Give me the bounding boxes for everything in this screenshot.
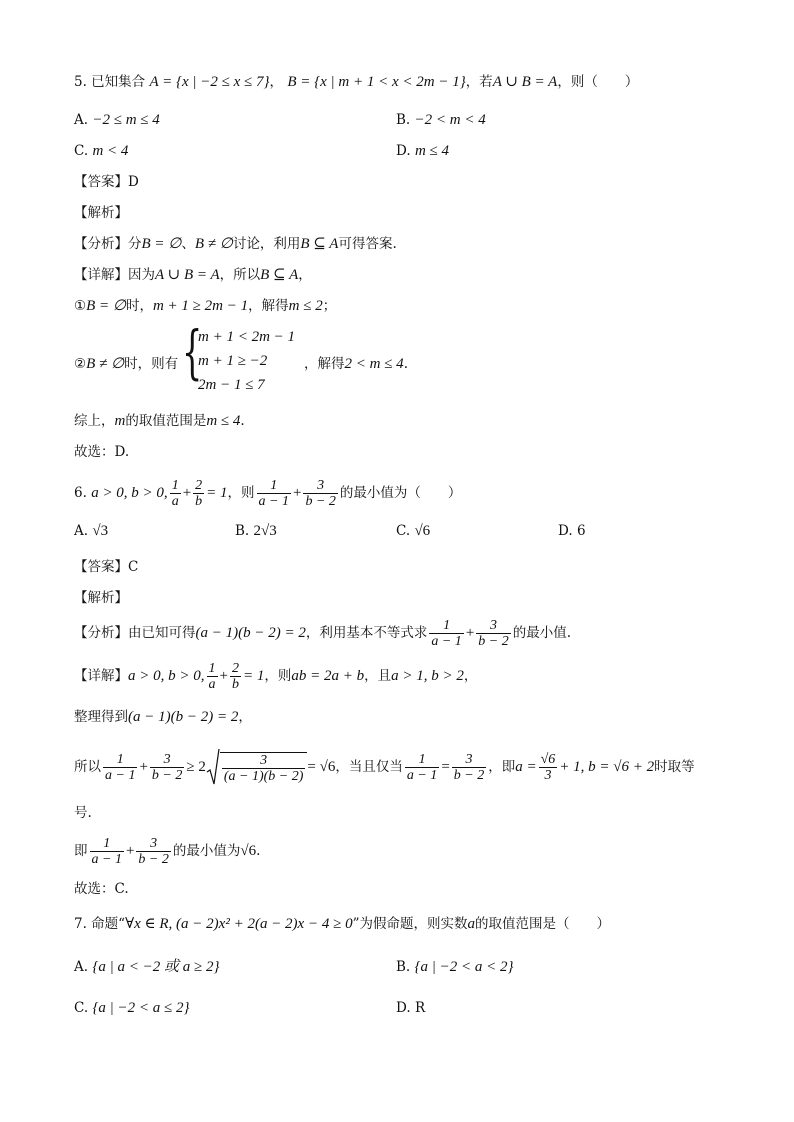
system-row-3: 2m − 1 ≤ 7	[198, 377, 265, 393]
q7-option-a: A. {a | a < −2 或 a ≥ 2}	[74, 959, 220, 975]
q5-summary: 综上，m的取值范围是m ≤ 4.	[74, 413, 245, 429]
q6-hao: 号.	[74, 805, 92, 821]
q5-case-1: ①B = ∅时，m + 1 ≥ 2m − 1，解得m ≤ 2；	[74, 298, 337, 314]
system-row-2: m + 1 ≥ −2	[198, 353, 268, 369]
q6-zhengli: 整理得到(a − 1)(b − 2) = 2，	[74, 709, 252, 725]
q6-pick: 故选：C.	[74, 881, 129, 897]
q5-pick: 故选：D.	[74, 444, 130, 460]
system-row-1: m + 1 < 2m − 1	[198, 329, 296, 345]
q5-case-2-result: ，解得2 < m ≤ 4.	[304, 356, 408, 372]
q6-fenxi: 【分析】由已知可得(a − 1)(b − 2) = 2，利用基本不等式求 $\frac{1}{a - 1}$ + $\frac{3}{b - 2}$ 的最小值.	[74, 618, 572, 649]
q6-analysis-heading: 【解析】	[74, 590, 128, 606]
set-b: B = {x | m + 1 < x < 2m − 1}	[287, 74, 466, 90]
q5-analysis-heading: 【解析】	[74, 205, 128, 221]
q6-stem: 6. a > 0, b > 0, $\frac{1}{a}$ + $\frac{2}{b}$ = 1，则 $\frac{1}{a - 1}$ + $\frac{3}{b - 2}$ 的最小值为（ ）	[74, 478, 462, 509]
q5-answer: 【答案】D	[74, 174, 139, 190]
q6-answer: 【答案】C	[74, 559, 139, 575]
q6-option-a: A. √3	[74, 523, 109, 539]
q5-option-b: B. −2 < m < 4	[396, 112, 486, 128]
q5-case-2-lead: ②B ≠ ∅时，则有	[74, 356, 179, 372]
system-brace: {	[182, 318, 203, 386]
set-a: A = {x | −2 ≤ x ≤ 7}	[149, 74, 270, 90]
q6-xiangjie: 【详解】a > 0, b > 0, $\frac{1}{a}$ + $\frac{2}{b}$ = 1，则ab = 2a + b，且a > 1, b > 2，	[74, 661, 478, 692]
radical-sign: $\frac{3}{(a - 1)(b - 2)}$	[206, 745, 308, 791]
q7-stem: 7. 命题“∀x ∈ R, (a − 2)x² + 2(a − 2)x − 4 ≥ 0”为假命题，则实数a的取值范围是（ ）	[74, 916, 610, 932]
q5-option-d: D. m ≤ 4	[396, 143, 450, 159]
q6-ji: 即 $\frac{1}{a - 1}$ + $\frac{3}{b - 2}$ 的最小值为√6.	[74, 836, 261, 867]
q6-suoyi: 所以 $\frac{1}{a - 1}$ + $\frac{3}{b - 2}$ ≥ 2 $\frac{3}{(a - 1)(b - 2)}$ = √6，当且仅当 $\frac{1}{a - 1}$ = $\frac{3}{b - 2}$ ，即a = $\frac{√6}{3}$ + 1, b = √6 + 2时取等	[74, 744, 695, 791]
q7-option-d: D. R	[396, 1000, 426, 1016]
q6-option-b: B. 2√3	[235, 523, 277, 539]
q5-xiangjie: 【详解】因为A ∪ B = A，所以B ⊆ A，	[74, 267, 312, 283]
q5-stem: 5. 已知集合 A = {x | −2 ≤ x ≤ 7}， B = {x | m + 1 < x < 2m − 1}，若A ∪ B = A，则（ ）	[74, 74, 639, 90]
q5-fenxi: 【分析】分B = ∅、B ≠ ∅讨论，利用B ⊆ A可得答案.	[74, 236, 397, 252]
q6-option-c: C. √6	[396, 523, 431, 539]
q6-option-d: D. 6	[558, 523, 586, 539]
q5-option-c: C. m < 4	[74, 143, 129, 159]
q7-option-c: C. {a | −2 < a ≤ 2}	[74, 1000, 190, 1016]
q5-option-a: A. −2 ≤ m ≤ 4	[74, 112, 160, 128]
q7-option-b: B. {a | −2 < a < 2}	[396, 959, 514, 975]
